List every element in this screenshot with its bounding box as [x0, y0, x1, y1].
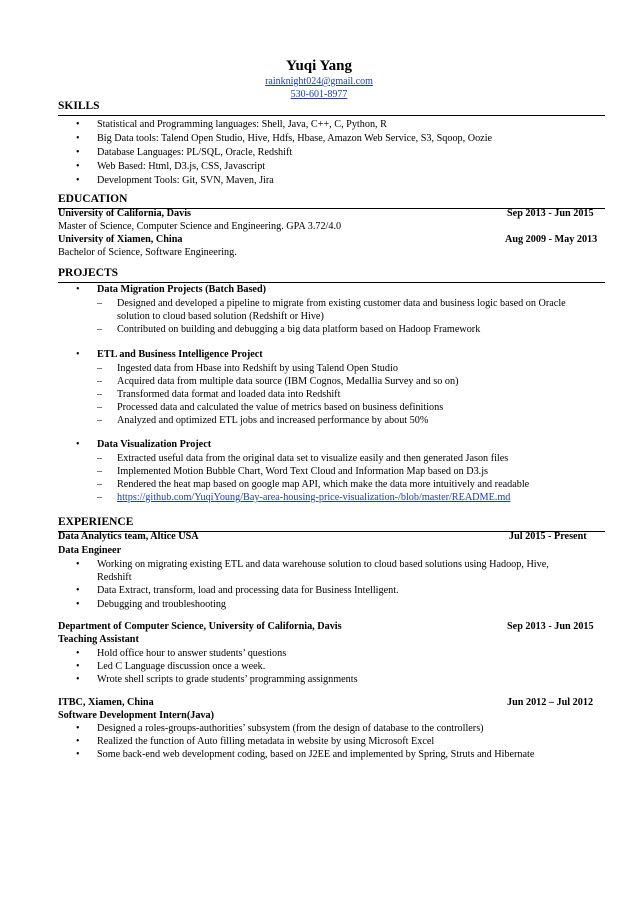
job-point: Hold office hour to answer students’ questions [97, 648, 287, 659]
degree: Bachelor of Science, Software Engineering. [58, 247, 237, 258]
job-point: Data Extract, transform, load and processing data for Business Intelligent. [97, 585, 399, 596]
job-point: Designed a roles-groups-authorities’ subsystem (from the design of database to the controllers) [97, 723, 484, 734]
job-point: Wrote shell scripts to grade students’ programming assignments [97, 674, 358, 685]
dash: – [97, 324, 102, 335]
projects-heading: PROJECTS [58, 267, 119, 279]
candidate-name: Yuqi Yang [285, 58, 352, 74]
project-name: Data Migration Projects (Batch Based) [97, 284, 267, 295]
job-point: Some back-end web development coding, based on J2EE and implemented by Spring, Struts and Hibernate [97, 749, 535, 760]
bullet: • [76, 161, 80, 172]
degree: Master of Science, Computer Science and Engineering. GPA 3.72/4.0 [58, 221, 342, 232]
skill-item: Database Languages: PL/SQL, Oracle, Redshift [97, 147, 293, 158]
skill-item: Big Data tools: Talend Open Studio, Hive, Hdfs, Hbase, Amazon Web Service, S3, Sqoop, Oozie [97, 133, 493, 144]
bullet: • [76, 749, 80, 760]
job-org: Data Analytics team, Altice USA [58, 531, 199, 542]
job-point: Debugging and troubleshooting [97, 599, 227, 610]
school-name: University of Xiamen, China [58, 234, 183, 245]
github-link[interactable]: https://github.com/YuqiYoung/Bay-area-housing-price-visualization-/blob/master/README.md [117, 492, 511, 503]
skill-item: Web Based: Html, D3.js, CSS, Javascript [97, 161, 266, 172]
bullet: • [76, 133, 80, 144]
email-link[interactable]: rainknight024@gmail.com [265, 76, 373, 87]
projects-divider [58, 282, 605, 283]
education-heading: EDUCATION [58, 193, 128, 205]
project-point: Transformed data format and loaded data into Redshift [117, 389, 341, 400]
job-role: Software Development Intern(Java) [58, 710, 214, 721]
skills-heading: SKILLS [58, 100, 100, 112]
job-point: Led C Language discussion once a week. [97, 661, 266, 672]
skill-item: Development Tools: Git, SVN, Maven, Jira [97, 175, 274, 186]
project-point: Implemented Motion Bubble Chart, Word Text Cloud and Information Map based on D3.js [117, 466, 489, 477]
dash: – [97, 479, 102, 490]
job-dates: Sep 2013 - Jun 2015 [507, 621, 594, 632]
bullet: • [76, 674, 80, 685]
job-role: Data Engineer [58, 545, 122, 556]
school-name: University of California, Davis [58, 208, 191, 219]
dash: – [97, 492, 102, 503]
bullet: • [76, 736, 80, 747]
bullet: • [76, 723, 80, 734]
job-dates: Jun 2012 – Jul 2012 [507, 697, 594, 708]
project-point: Acquired data from multiple data source (IBM Cognos, Medallia Survey and so on) [117, 376, 459, 387]
job-point: Redshift [97, 572, 132, 583]
bullet: • [76, 585, 80, 596]
bullet: • [76, 661, 80, 672]
bullet: • [76, 119, 80, 130]
project-point: Contributed on building and debugging a big data platform based on Hadoop Framework [117, 324, 481, 335]
project-point: Analyzed and optimized ETL jobs and increased performance by about 50% [117, 415, 429, 426]
dash: – [97, 363, 102, 374]
bullet: • [76, 175, 80, 186]
bullet: • [76, 284, 80, 295]
job-org: ITBC, Xiamen, China [58, 697, 154, 708]
dash: – [97, 453, 102, 464]
bullet: • [76, 439, 80, 450]
dash: – [97, 376, 102, 387]
bullet: • [76, 147, 80, 158]
bullet: • [76, 648, 80, 659]
skill-item: Statistical and Programming languages: Shell, Java, C++, C, Python, R [97, 119, 387, 130]
dash: – [97, 402, 102, 413]
project-point: Processed data and calculated the value of metrics based on business definitions [117, 402, 444, 413]
dash: – [97, 415, 102, 426]
dash: – [97, 298, 102, 309]
job-point: Realized the function of Auto filling metadata in website by using Microsoft Excel [97, 736, 435, 747]
dash: – [97, 466, 102, 477]
dash: – [97, 389, 102, 400]
education-dates: Aug 2009 - May 2013 [505, 234, 598, 245]
bullet: • [76, 599, 80, 610]
bullet: • [76, 559, 80, 570]
project-name: Data Visualization Project [97, 439, 212, 450]
project-point: Designed and developed a pipeline to migrate from existing customer data and business logic based on Oracle [117, 298, 566, 309]
project-name: ETL and Business Intelligence Project [97, 349, 263, 360]
skills-divider [58, 115, 605, 116]
job-org: Department of Computer Science, University of California, Davis [58, 621, 342, 632]
project-point: Rendered the heat map based on google map API, which make the data more intuitively and readable [117, 479, 530, 490]
job-dates: Jul 2015 - Present [509, 531, 587, 542]
experience-heading: EXPERIENCE [58, 516, 134, 528]
job-point: Working on migrating existing ETL and data warehouse solution to cloud based solutions using Hadoop, Hive, [97, 559, 549, 570]
job-role: Teaching Assistant [58, 634, 139, 645]
phone-link[interactable]: 530-601-8977 [290, 89, 348, 100]
bullet: • [76, 349, 80, 360]
project-point: Extracted useful data from the original data set to visualize easily and then generated Jason files [117, 453, 509, 464]
project-point: Ingested data from Hbase into Redshift by using Talend Open Studio [117, 363, 398, 374]
education-dates: Sep 2013 - Jun 2015 [507, 208, 594, 219]
project-point: solution to cloud based solution (Redshift or Hive) [117, 311, 324, 322]
